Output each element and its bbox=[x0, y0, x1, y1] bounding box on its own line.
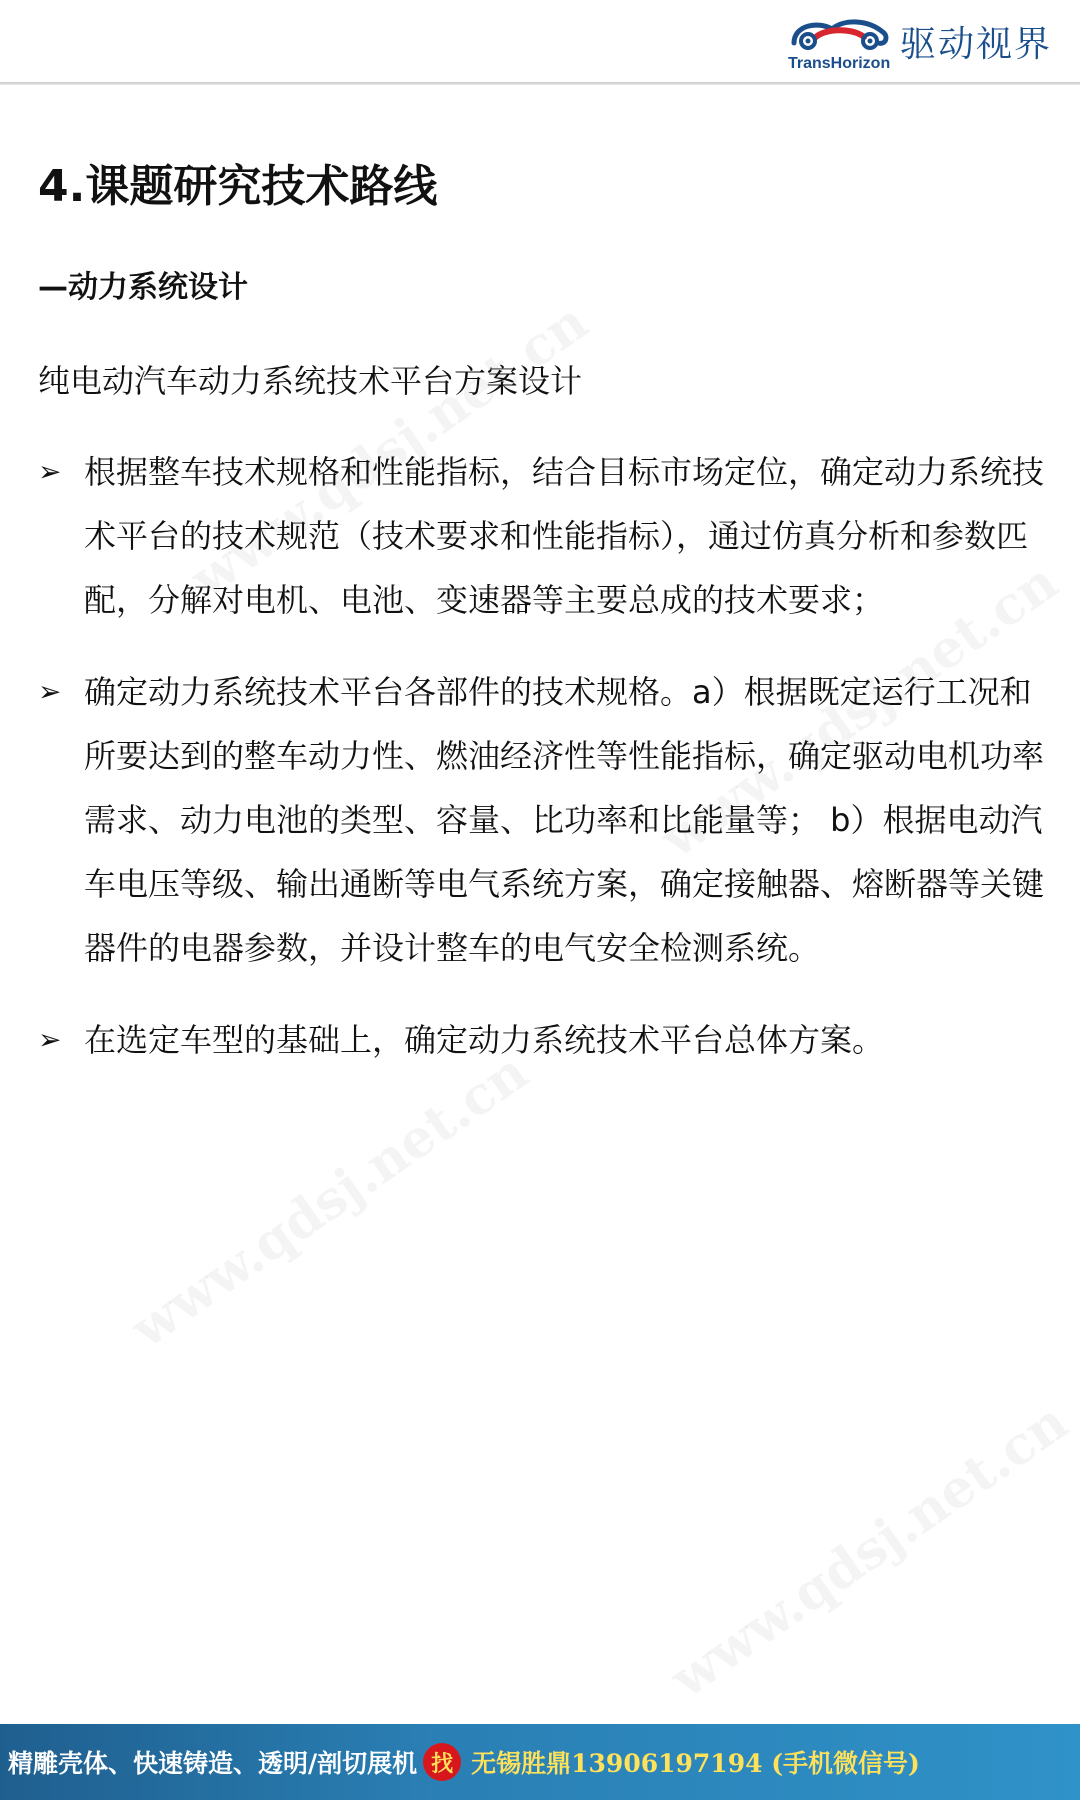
bullet-item bbox=[38, 660, 1048, 980]
header bbox=[0, 0, 1080, 84]
bullet-text: 在选定车型的基础上，确定动力系统技术平台总体方案。 bbox=[84, 1021, 885, 1059]
arrow-bullet-icon: ➢ bbox=[38, 1023, 62, 1056]
footer-banner[interactable] bbox=[0, 1724, 1080, 1800]
logo-english-text: TransHorizon bbox=[787, 55, 891, 72]
footer-services-text: 精雕壳体、快速铸造、透明/剖切展机 bbox=[8, 1749, 418, 1778]
bullet-item bbox=[38, 1008, 1048, 1072]
footer-contact-text: 无锡胜鼎13906197194 (手机微信号) bbox=[471, 1749, 920, 1778]
section-subtitle: —动力系统设计 bbox=[38, 270, 248, 305]
bullet-text: 根据整车技术规格和性能指标，结合目标市场定位，确定动力系统技术平台的技术规范（技术要求和性能指标），通过仿真分析和参数匹配，分解对电机、电池、变速器等主要总成的技术要求； bbox=[84, 453, 1045, 619]
logo-chinese-text: 驱动视界 bbox=[899, 23, 1052, 65]
watermark bbox=[660, 1391, 1079, 1710]
logo-mark bbox=[788, 15, 892, 73]
arrow-bullet-icon: ➢ bbox=[38, 455, 62, 488]
bullet-item bbox=[38, 440, 1048, 632]
header-divider bbox=[0, 82, 1080, 85]
car-swirl-logo-icon bbox=[788, 15, 892, 55]
arrow-bullet-icon: ➢ bbox=[38, 675, 62, 708]
logo bbox=[788, 14, 1052, 74]
find-badge-icon: 找 bbox=[423, 1743, 461, 1781]
lead-text: 纯电动汽车动力系统技术平台方案设计 bbox=[38, 362, 583, 400]
bullet-list bbox=[38, 440, 1048, 1100]
slide-title: 4.课题研究技术路线 bbox=[38, 161, 438, 212]
bullet-text: 确定动力系统技术平台各部件的技术规格。a）根据既定运行工况和所要达到的整车动力性、燃油经济性等性能指标，确定驱动电机功率需求、动力电池的类型、容量、比功率和比能量等； b）根据电动汽车电压等级、输出通断等电气系统方案，确定接触器、熔断器等关键器件的电器参数，并设计整车的电气安全检测系统。 bbox=[84, 673, 1045, 967]
